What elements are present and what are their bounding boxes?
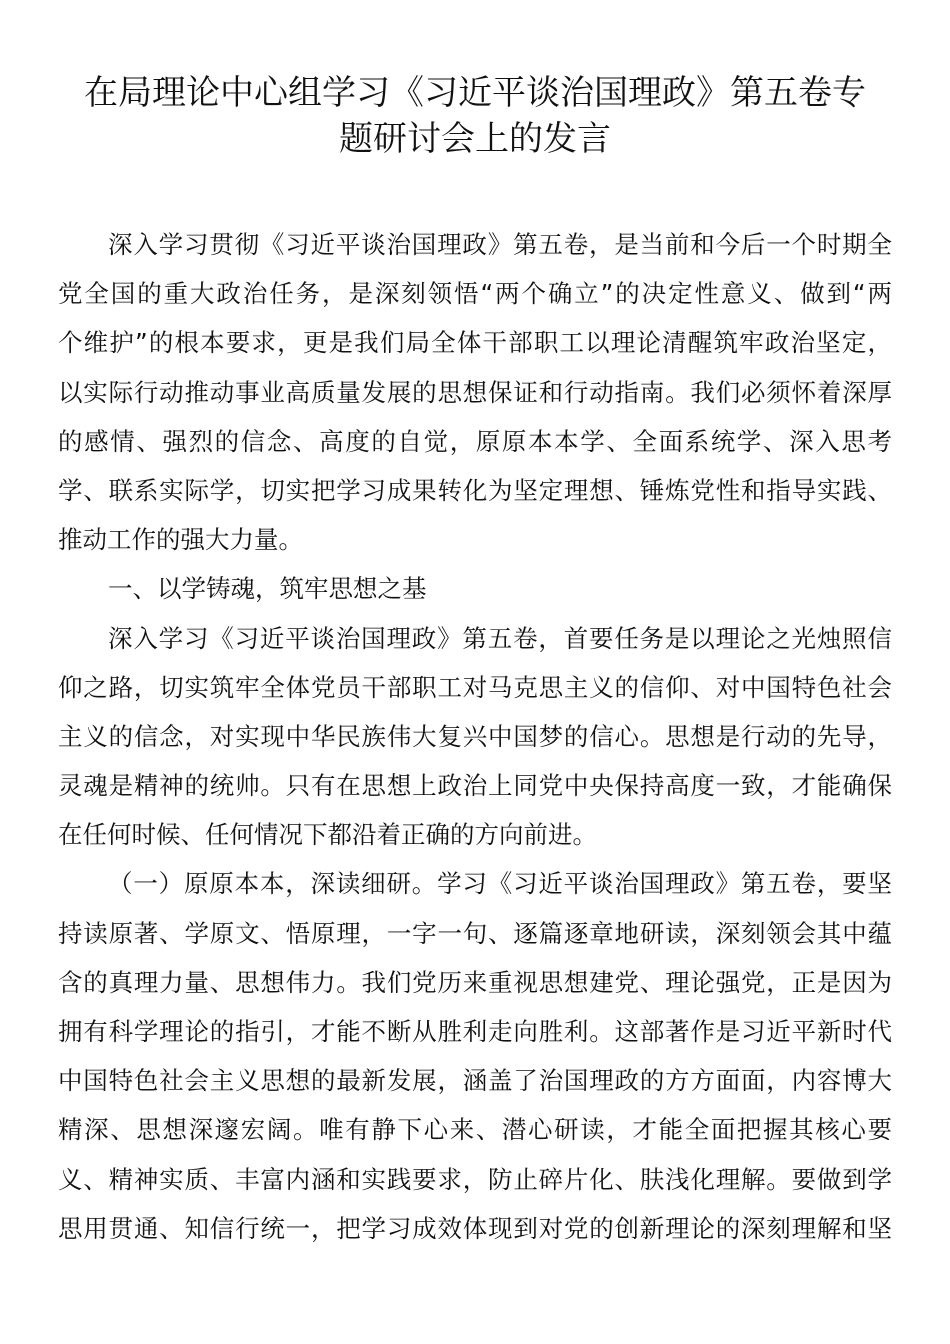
section-heading: 一、以学铸魂，筑牢思想之基 [108,574,427,604]
body-text-line: 精深、思想深邃宏阔。唯有静下心来、潜心研读，才能全面把握其核心要 [58,1115,892,1145]
body-text-line: 灵魂是精神的统帅。只有在思想上政治上同党中央保持高度一致，才能确保 [58,771,892,801]
body-text-line: 含的真理力量、思想伟力。我们党历来重视思想建党、理论强党，正是因为 [58,967,892,997]
body-text-line: 仰之路，切实筑牢全体党员干部职工对马克思主义的信仰、对中国特色社会 [58,672,892,702]
body-text-line: 在任何时候、任何情况下都沿着正确的方向前进。 [58,820,597,850]
body-text-line: 学、联系实际学，切实把学习成果转化为坚定理想、锤炼党性和指导实践、 [58,475,892,505]
body-text-line: 拥有科学理论的指引，才能不断从胜利走向胜利。这部著作是习近平新时代 [58,1017,892,1046]
body-text-line: 深入学习《习近平谈治国理政》第五卷，首要任务是以理论之光烛照信 [108,623,892,653]
body-text-line: 以实际行动推动事业高质量发展的思想保证和行动指南。我们必须怀着深厚 [58,377,892,407]
title-line-1: 在局理论中心组学习《习近平谈治国理政》第五卷专 [84,73,866,113]
body-text-line: 深入学习贯彻《习近平谈治国理政》第五卷，是当前和今后一个时期全 [108,230,892,259]
body-text-line: 党全国的重大政治任务，是深刻领悟“两个确立”的决定性意义、做到“两 [58,279,892,309]
body-text-line: 义、精神实质、丰富内涵和实践要求，防止碎片化、肤浅化理解。要做到学 [58,1164,892,1194]
body-text-line: 推动工作的强大力量。 [58,525,303,555]
title-line-2: 题研讨会上的发言 [339,119,611,159]
body-text-line: （一）原原本本，深读细研。学习《习近平谈治国理政》第五卷，要坚 [108,869,892,899]
document-title [40,70,910,162]
body-text-line: 的感情、强烈的信念、高度的自觉，原原本本学、全面系统学、深入思考 [58,426,892,456]
body-text-line: 中国特色社会主义思想的最新发展，涵盖了治国理政的方方面面，内容博大 [58,1066,892,1096]
document-body [58,220,892,1253]
body-text-line: 主义的信念，对实现中华民族伟大复兴中国梦的信心。思想是行动的先导， [58,721,892,751]
body-text-line: 持读原著、学原文、悟原理，一字一句、逐篇逐章地研读，深刻领会其中蕴 [58,918,892,948]
body-text-line: 思用贯通、知信行统一，把学习成效体现到对党的创新理论的深刻理解和坚 [58,1213,892,1243]
body-text-line: 个维护”的根本要求，更是我们局全体干部职工以理论清醒筑牢政治坚定， [58,328,892,358]
